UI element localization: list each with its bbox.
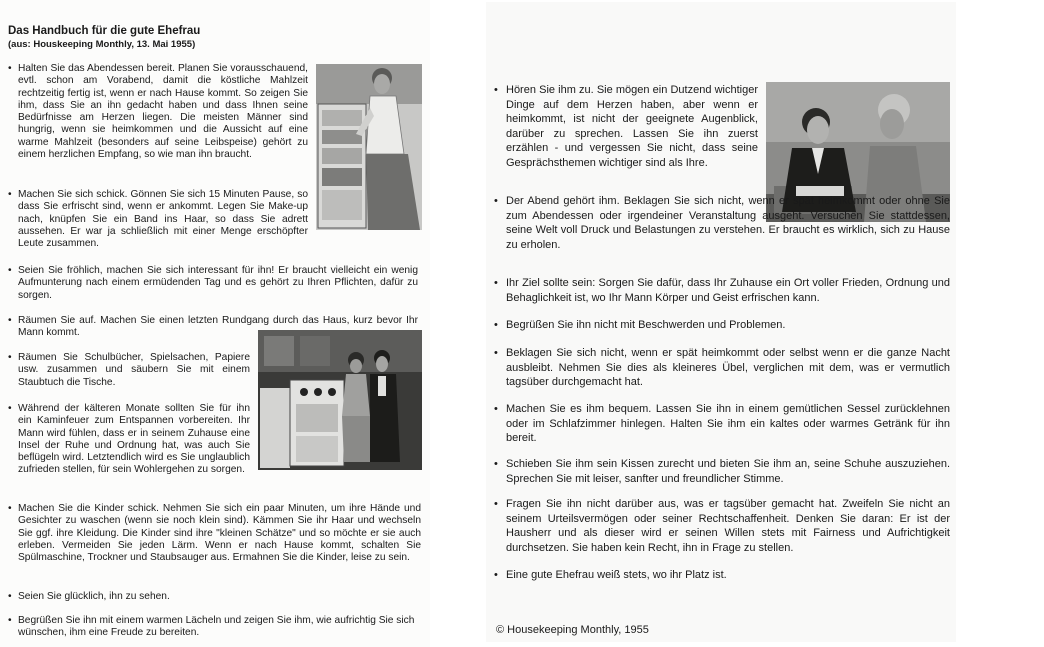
list-item-text: Seien Sie fröhlich, machen Sie sich interessant für ihn! Er braucht vielleicht ein wenig Aufmunterung nach einem ermüdenden Tag und es gehört zu Ihren Pflichten, dafür zu sorgen. (18, 265, 418, 301)
list-item-text: Begrüßen Sie ihn nicht mit Beschwerden und Problemen. (506, 319, 786, 331)
bullet-marker: • (8, 403, 12, 414)
bullet-marker: • (494, 458, 498, 470)
list-item-text: Halten Sie das Abendessen bereit. Planen Sie vorausschauend, evtl. schon am Vorabend, damit die köstliche Mahlzeit rechtzeitig fertig ist, wenn er nach Hause kommt. So zeigen Sie ihm, dass Sie an ihn gedacht haben und dass Ihnen seine Bedürfnisse am Herzen liegen. Die meisten Männer sind hungrig, wenn sie heimkommen und die Aussicht auf eine warme Mahlzeit (besonders auf seine Leibspeise) gehört zu einem herzlichen Empfang, so wie man ihn braucht. (18, 63, 308, 161)
bullet-marker: • (494, 277, 498, 289)
blank-margin (956, 0, 1044, 647)
list-item (494, 346, 950, 390)
bullet-marker: • (494, 84, 498, 96)
list-item (494, 194, 950, 252)
document-subtitle: (aus: Houskeeping Monthly, 13. Mai 1955) (8, 39, 196, 50)
list-item (494, 568, 950, 583)
bullet-marker: • (494, 347, 498, 359)
photo-woman-at-refrigerator (316, 64, 422, 230)
list-item (494, 83, 758, 171)
bullet-marker: • (8, 352, 12, 363)
list-item-text: Räumen Sie auf. Machen Sie einen letzten Rundgang durch das Haus, kurz bevor Ihr Mann kommt. (18, 315, 418, 339)
bullet-marker: • (494, 498, 498, 510)
list-item-text: Schieben Sie ihm sein Kissen zurecht und bieten Sie ihm an, seine Schuhe auszuziehen. Sprechen Sie mit leiser, sanfter und freundlicher Stimme. (506, 458, 950, 485)
list-item (8, 189, 308, 250)
list-item-text: Begrüßen Sie ihn mit einem warmen Lächeln und zeigen Sie ihm, wie aufrichtig Sie sich wünschen, ihm eine Freude zu bereiten. (18, 615, 415, 639)
list-item (8, 503, 421, 564)
list-item (494, 318, 950, 333)
list-item-text: Machen Sie es ihm bequem. Lassen Sie ihn in einem gemütlichen Sessel zurücklehnen oder im Schlafzimmer hinlegen. Halten Sie ihm ein kaltes oder warmes Getränk für ihn bereit. (506, 403, 950, 445)
list-item (8, 615, 428, 640)
list-item-text: Machen Sie die Kinder schick. Nehmen Sie sich ein paar Minuten, um ihre Hände und Gesichter zu waschen (wenn sie noch klein sind). Kämmen Sie ihr Haar und wechseln Sie ggf. ihre Kleidung. Die Kinder sind ihre "kleinen Schätze" und so möchte er sie auch erleben. Vermeiden Sie jeden Lärm. Wenn er nach Hause kommt, schalten Sie Spülmaschine, Trockner und Staubsauger aus. Ermahnen Sie die Kinder, leise zu sein. (18, 503, 421, 564)
photo-couple-in-kitchen (258, 330, 422, 470)
copyright-notice: © Housekeeping Monthly, 1955 (496, 624, 649, 636)
bullet-marker: • (8, 503, 12, 514)
list-item-text: Hören Sie ihm zu. Sie mögen ein Dutzend wichtiger Dinge auf dem Herzen haben, aber wenn er heimkommt, ist nicht der geeignete Augenblick, darüber zu sprechen. Lassen Sie ihn zuerst erzählen - und vergessen Sie nicht, dass seine Gesprächsthemen wichtiger sind als Ihre. (506, 84, 758, 169)
list-item (8, 591, 421, 603)
bullet-marker: • (8, 615, 12, 626)
list-item-text: Seien Sie glücklich, ihn zu sehen. (18, 591, 170, 602)
list-item (8, 403, 250, 477)
bullet-marker: • (494, 569, 498, 581)
list-item-text: Fragen Sie ihn nicht darüber aus, was er tagsüber gemacht hat. Zweifeln Sie nicht an seinem Urteilsvermögen oder seiner Rechtschaffenheit. Denken Sie daran: Er ist der Hausherr und als dieser wird er seinen Willen stets mit Fairness und Aufrichtigkeit durchsetzen. Sie haben kein Recht, ihn in Frage zu stellen. (506, 498, 950, 554)
list-item-text: Während der kälteren Monate sollten Sie für ihn ein Kaminfeuer zum Entspannen vorbereiten. Ihr Mann wird fühlen, dass er in seinem Zuhause eine Insel der Ruhe und Ordnung hat, was auch Sie beflügeln wird. Letztendlich wird es Sie unglaublich zufrieden stellen, für sein Wohlergehen zu sorgen. (18, 403, 250, 476)
list-item (494, 497, 950, 555)
bullet-marker: • (494, 319, 498, 331)
scan-bleed-through (120, 4, 123, 15)
list-item (494, 457, 950, 486)
list-item (8, 265, 418, 302)
bullet-marker: • (494, 403, 498, 415)
document-title: Das Handbuch für die gute Ehefrau (8, 25, 201, 37)
list-item (494, 276, 950, 305)
list-item-text: Eine gute Ehefrau weiß stets, wo ihr Platz ist. (506, 569, 727, 581)
bullet-marker: • (8, 265, 12, 276)
page-gutter (430, 0, 486, 647)
list-item-text: Der Abend gehört ihm. Beklagen Sie sich nicht, wenn er spät heimkommt oder ohne Sie zum Abendessen oder irgendeiner Veranstaltung ausgeht. Versuchen Sie stattdessen, seine Welt voll Druck und Belastungen zu verstehen. Er braucht es wirklich, sich zu Hause zu erholen. (506, 195, 950, 251)
bullet-marker: • (494, 195, 498, 207)
list-item (494, 402, 950, 446)
bullet-marker: • (8, 189, 12, 200)
bullet-marker: • (8, 63, 12, 74)
list-item-text: Ihr Ziel sollte sein: Sorgen Sie dafür, dass Ihr Zuhause ein Ort voller Frieden, Ordnung und Behaglichkeit ist, wo Ihr Mann Körper und Geist erfrischen kann. (506, 277, 950, 304)
bullet-marker: • (8, 315, 12, 326)
bullet-marker: • (8, 591, 12, 602)
list-item-text: Räumen Sie Schulbücher, Spielsachen, Papiere usw. zusammen und säubern Sie mit einem Staubtuch die Tische. (18, 352, 250, 388)
list-item-text: Machen Sie sich schick. Gönnen Sie sich 15 Minuten Pause, so dass Sie erfrischt sind, wenn er ankommt. Legen Sie Make-up nach, knüpfen Sie ein Band ins Haar, so dass Sie adrett aussehen. Er war ja schließlich mit einer Menge erschöpfter Leute zusammen. (18, 189, 308, 250)
list-item (8, 352, 250, 389)
list-item (8, 63, 308, 161)
list-item-text: Beklagen Sie sich nicht, wenn er spät heimkommt oder selbst wenn er die ganze Nacht ausbleibt. Nehmen Sie dies als kleineres Übel, verglichen mit dem, was er vermutlich tagsüber durchgemacht hat. (506, 347, 950, 389)
